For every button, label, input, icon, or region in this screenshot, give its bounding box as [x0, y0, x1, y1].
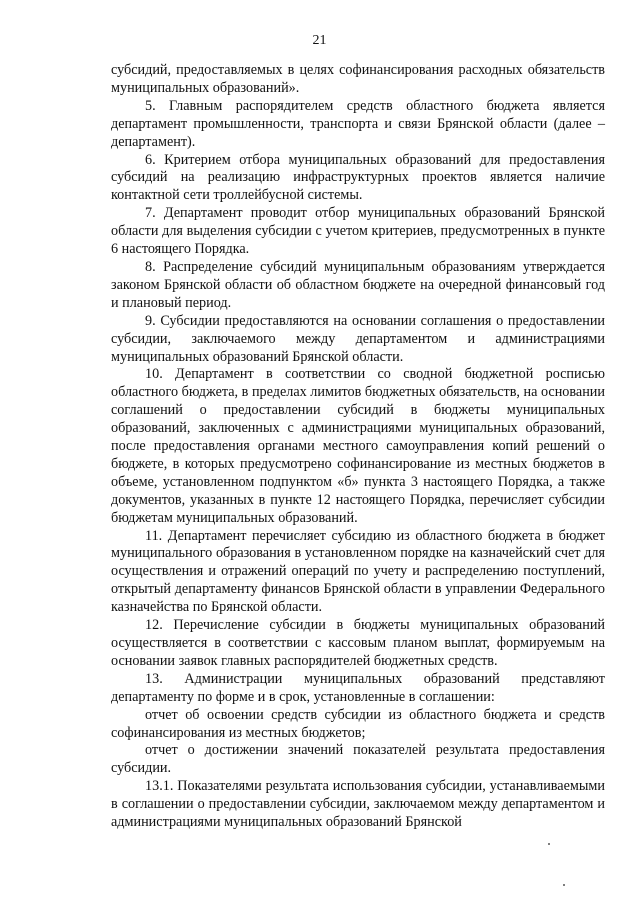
paragraph-item-7: 7. Департамент проводит отбор муниципальных образований Брянской области для выделения субсидии с учетом критериев, предусмотренных в пункте 6 настоящего Порядка.	[111, 205, 605, 258]
scan-speck	[563, 884, 565, 886]
paragraph-item-13: 13. Администрации муниципальных образований представляют департаменту по форме и в срок, установленные в соглашении:	[111, 670, 605, 705]
paragraph-item-12: 12. Перечисление субсидии в бюджеты муниципальных образований осуществляется в соответствии с кассовым планом выплат, формируемым на основании заявок главных распорядителей бюджетных средств.	[111, 617, 605, 669]
paragraph-continuation: субсидий, предоставляемых в целях софинансирования расходных обязательств муниципальных образований».	[111, 62, 605, 96]
paragraph-item-6: 6. Критерием отбора муниципальных образований для предоставления субсидий на реализацию инфраструктурных проектов является наличие контактной сети троллейбусной системы.	[111, 151, 605, 204]
document-body	[111, 62, 605, 832]
paragraph-report-indicators: отчет о достижении значений показателей результата предоставления субсидии.	[111, 742, 605, 777]
scan-speck	[548, 843, 550, 845]
paragraph-item-9: 9. Субсидии предоставляются на основании соглашения о предоставлении субсидии, заключаемого между департаментом и администрациями муниципальных образований Брянской области.	[111, 312, 605, 365]
paragraph-item-10: 10. Департамент в соответствии со сводной бюджетной росписью областного бюджета, в пределах лимитов бюджетных обязательств, на основании соглашений о предоставлении субсидий в бюджеты муниципальных образований, заключенных с администрациями муниципальных образований, после предоставления органами местного самоуправления копий решений о бюджете, в которых предусмотрено софинансирование из местных бюджетов в объеме, установленном подпунктом «б» пункта 3 настоящего Порядка, а также документов, указанных в пункте 12 настоящего Порядка, перечисляет субсидии бюджетам муниципальных образований.	[111, 366, 605, 526]
paragraph-item-13-1: 13.1. Показателями результата использования субсидии, устанавливаемыми в соглашении о предоставлении субсидии, заключаемом между департаментом и администрациями муниципальных образований Брянской	[111, 778, 605, 831]
page-number: 21	[312, 33, 327, 48]
paragraph-item-8: 8. Распределение субсидий муниципальным образованиям утверждается законом Брянской области об областном бюджете на очередной финансовый год и плановый период.	[111, 258, 605, 311]
paragraph-item-5: 5. Главным распорядителем средств областного бюджета является департамент промышленности, транспорта и связи Брянской области (далее – департамент).	[111, 97, 605, 150]
paragraph-item-11: 11. Департамент перечисляет субсидию из областного бюджета в бюджет муниципального образования в установленном порядке на казначейский счет для осуществления и отражений операций по учету и распределению поступлений, открытый департаменту финансов Брянской области в управлении Федерального казначейства по Брянской области.	[111, 527, 605, 616]
paragraph-report-funds: отчет об освоении средств субсидии из областного бюджета и средств софинансирования из местных бюджетов;	[111, 706, 605, 741]
